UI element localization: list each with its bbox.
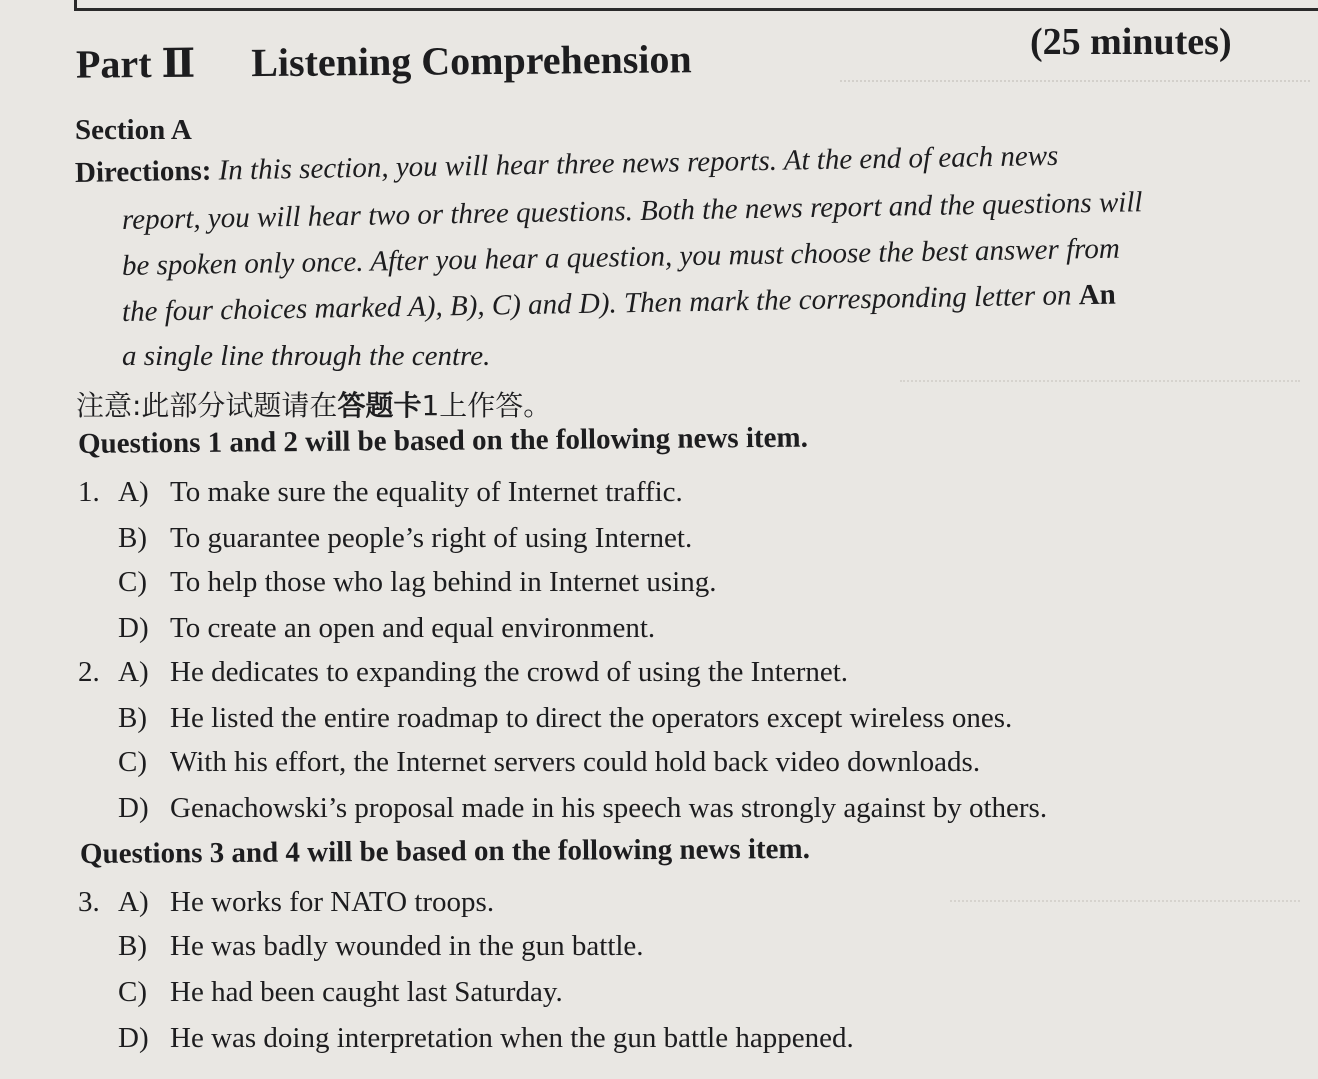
directions-line-4 [122,279,1116,329]
question-option [118,930,644,963]
section-heading: Section A [75,114,192,146]
option-text: He had been caught last Saturday. [170,976,563,1008]
option-letter: D) [118,612,149,644]
question-option [118,1022,854,1055]
directions-text: the four choices marked A), B), C) and D). Then mark the corresponding letter on [121,279,1072,328]
directions-line-3: be spoken only once. After you hear a question, you must choose the best answer from [121,232,1121,282]
question-option [78,886,494,919]
question-option [118,612,655,645]
option-text: He listed the entire roadmap to direct the operators except wireless ones. [170,702,1013,734]
question-number: 2. [78,656,100,688]
question-option [118,746,980,779]
option-letter: A) [118,476,149,508]
directions-text: In this section, you will hear three news reports. At the end of each news [218,139,1059,187]
option-letter: A) [118,886,149,918]
question-number: 3. [78,886,100,918]
option-letter: C) [118,566,147,598]
directions-line-2: report, you will hear two or three questions. Both the news report and the questions will [121,186,1143,236]
question-option [118,702,1012,735]
chinese-note [76,384,551,424]
question-option [78,656,848,689]
question-option [78,476,683,509]
note-prefix: 注意:此部分试题请在 [76,389,338,422]
question-group-heading: Questions 1 and 2 will be based on the following news item. [77,421,809,460]
part-title: Listening Comprehension [251,36,692,86]
option-letter: D) [118,792,149,824]
part-heading [76,35,692,87]
option-letter: D) [118,1022,149,1054]
option-text: To guarantee people’s right of using Internet. [170,522,693,554]
directions-line-5: a single line through the centre. [122,340,491,372]
bleed-through-texture [950,880,1300,902]
question-group-heading: Questions 3 and 4 will be based on the following news item. [79,832,811,870]
question-option [118,566,716,599]
option-letter: C) [118,746,147,778]
note-suffix: 1上作答。 [421,389,552,422]
option-text: He works for NATO troops. [170,886,495,918]
option-letter: C) [118,976,147,1008]
option-letter: A) [118,656,149,688]
part-label: Part Ⅱ [75,40,196,87]
option-text: He was doing interpretation when the gun battle happened. [170,1022,854,1054]
directions-line-1 [75,140,1059,190]
question-option [118,976,563,1009]
option-letter: B) [118,702,147,734]
directions-label: Directions: [74,154,212,189]
note-bold: 答题卡 [337,389,422,422]
option-text: Genachowski’s proposal made in his speech was strongly against by others. [170,792,1048,824]
question-number: 1. [78,476,100,508]
option-text: To help those who lag behind in Internet using. [170,566,717,598]
option-text: He was badly wounded in the gun battle. [170,930,644,962]
option-text: He dedicates to expanding the crowd of using the Internet. [170,656,849,688]
time-limit: (25 minutes) [1030,21,1232,63]
top-border-rule [74,0,1318,11]
question-option [118,792,1047,825]
question-option [118,522,692,555]
option-text: With his effort, the Internet servers could hold back video downloads. [170,746,981,778]
option-text: To create an open and equal environment. [170,612,656,644]
directions-cut-word: An [1078,278,1117,312]
bleed-through-texture [900,360,1300,382]
option-text: To make sure the equality of Internet traffic. [170,476,683,508]
option-letter: B) [118,522,147,554]
option-letter: B) [118,930,147,962]
